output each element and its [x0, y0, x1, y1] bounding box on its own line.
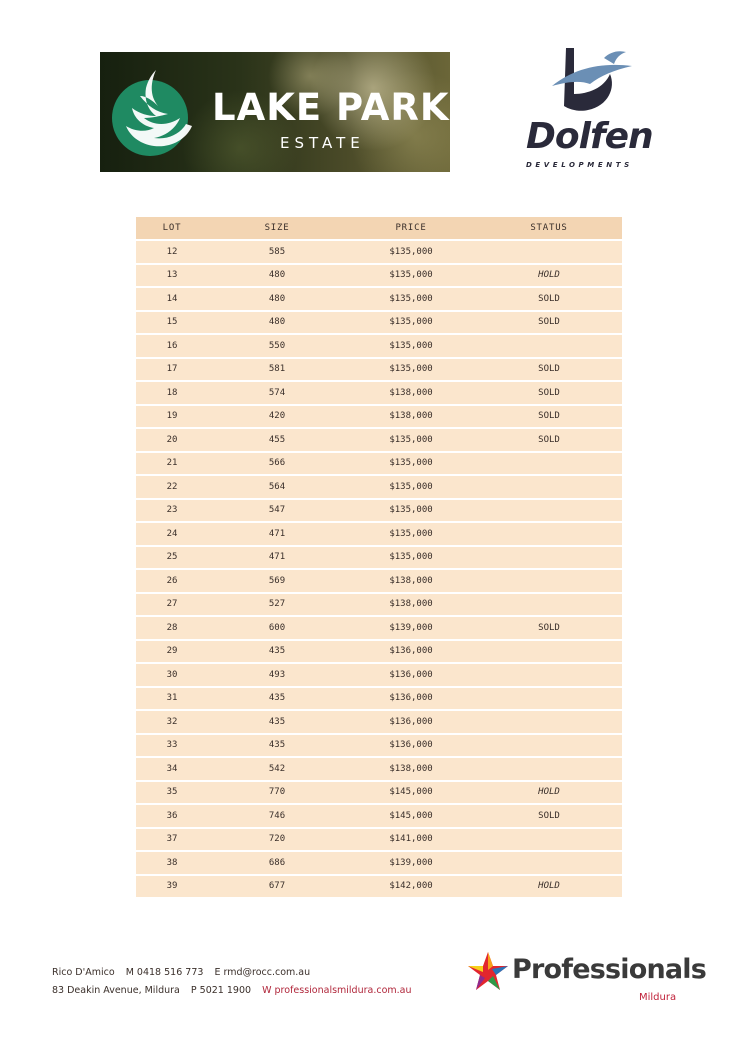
size-cell: 493 — [208, 663, 346, 687]
size-cell: 600 — [208, 616, 346, 640]
price-cell: $141,000 — [346, 828, 476, 852]
table-row — [136, 781, 622, 805]
lot-cell: 33 — [136, 734, 208, 758]
status-cell: HOLD — [476, 781, 622, 805]
status-cell — [476, 546, 622, 570]
developer-name: Dolfen — [526, 116, 653, 157]
size-cell: 550 — [208, 334, 346, 358]
agency-name: Professionals — [512, 954, 707, 985]
price-cell: $135,000 — [346, 522, 476, 546]
table-row — [136, 428, 622, 452]
web-label: W — [262, 985, 272, 996]
status-cell: SOLD — [476, 358, 622, 382]
size-cell: 435 — [208, 640, 346, 664]
agent-name: Rico D'Amico — [52, 967, 115, 978]
price-cell: $138,000 — [346, 593, 476, 617]
lot-price-table — [136, 217, 622, 899]
lot-cell: 37 — [136, 828, 208, 852]
table-row — [136, 687, 622, 711]
status-cell — [476, 522, 622, 546]
size-cell: 547 — [208, 499, 346, 523]
email-address[interactable]: rmd@rocc.com.au — [223, 967, 311, 978]
price-cell: $135,000 — [346, 475, 476, 499]
bird-emblem-icon — [110, 66, 192, 158]
lot-cell: 21 — [136, 452, 208, 476]
price-cell: $138,000 — [346, 381, 476, 405]
status-cell — [476, 757, 622, 781]
dolfen-logo — [520, 44, 655, 176]
size-cell: 581 — [208, 358, 346, 382]
price-cell: $135,000 — [346, 264, 476, 288]
lot-cell: 15 — [136, 311, 208, 335]
table-row — [136, 522, 622, 546]
table-row — [136, 663, 622, 687]
office-address: 83 Deakin Avenue, Mildura — [52, 985, 180, 996]
price-cell: $139,000 — [346, 851, 476, 875]
status-cell — [476, 334, 622, 358]
price-cell: $135,000 — [346, 358, 476, 382]
table-row — [136, 264, 622, 288]
size-cell: 435 — [208, 710, 346, 734]
lot-cell: 30 — [136, 663, 208, 687]
mobile-label: M — [125, 967, 134, 978]
size-cell: 720 — [208, 828, 346, 852]
lot-cell: 32 — [136, 710, 208, 734]
status-cell — [476, 640, 622, 664]
size-cell: 455 — [208, 428, 346, 452]
price-cell: $135,000 — [346, 334, 476, 358]
price-cell: $136,000 — [346, 710, 476, 734]
price-cell: $138,000 — [346, 757, 476, 781]
star-icon — [466, 950, 510, 994]
status-cell: SOLD — [476, 616, 622, 640]
price-cell: $135,000 — [346, 311, 476, 335]
lot-cell: 17 — [136, 358, 208, 382]
email-label: E — [214, 967, 221, 978]
lot-cell: 31 — [136, 687, 208, 711]
size-cell: 480 — [208, 311, 346, 335]
status-cell — [476, 240, 622, 264]
table-row — [136, 640, 622, 664]
status-cell — [476, 569, 622, 593]
price-cell: $136,000 — [346, 734, 476, 758]
status-cell: SOLD — [476, 287, 622, 311]
lot-cell: 22 — [136, 475, 208, 499]
price-cell: $142,000 — [346, 875, 476, 899]
price-cell: $135,000 — [346, 452, 476, 476]
price-cell: $145,000 — [346, 781, 476, 805]
table-row — [136, 499, 622, 523]
mobile-number[interactable]: 0418 516 773 — [136, 967, 204, 978]
table-header-row — [136, 217, 622, 240]
table-row — [136, 828, 622, 852]
lot-cell: 20 — [136, 428, 208, 452]
status-cell — [476, 475, 622, 499]
table-row — [136, 757, 622, 781]
status-cell: SOLD — [476, 804, 622, 828]
status-cell: SOLD — [476, 311, 622, 335]
lot-cell: 13 — [136, 264, 208, 288]
table-row — [136, 851, 622, 875]
status-cell — [476, 828, 622, 852]
lot-cell: 36 — [136, 804, 208, 828]
status-cell — [476, 687, 622, 711]
size-cell: 686 — [208, 851, 346, 875]
column-header-lot: LOT — [136, 217, 208, 240]
size-cell: 574 — [208, 381, 346, 405]
status-cell: SOLD — [476, 428, 622, 452]
table-row — [136, 381, 622, 405]
lot-cell: 16 — [136, 334, 208, 358]
price-cell: $135,000 — [346, 499, 476, 523]
price-cell: $139,000 — [346, 616, 476, 640]
table-row — [136, 875, 622, 899]
column-header-status: STATUS — [476, 217, 622, 240]
phone-label: P — [190, 985, 197, 996]
size-cell: 420 — [208, 405, 346, 429]
size-cell: 569 — [208, 569, 346, 593]
table-row — [136, 452, 622, 476]
size-cell: 435 — [208, 734, 346, 758]
estate-title: LAKE PARK — [212, 86, 450, 129]
size-cell: 566 — [208, 452, 346, 476]
table-row — [136, 804, 622, 828]
dolphin-mark-icon — [544, 44, 634, 116]
status-cell: HOLD — [476, 875, 622, 899]
status-cell — [476, 452, 622, 476]
status-cell: SOLD — [476, 405, 622, 429]
table-row — [136, 734, 622, 758]
table-row — [136, 405, 622, 429]
website-link[interactable]: professionalsmildura.com.au — [274, 985, 412, 996]
lot-cell: 12 — [136, 240, 208, 264]
size-cell: 471 — [208, 522, 346, 546]
status-cell — [476, 593, 622, 617]
size-cell: 564 — [208, 475, 346, 499]
contact-line-1 — [52, 964, 412, 982]
size-cell: 435 — [208, 687, 346, 711]
price-cell: $138,000 — [346, 569, 476, 593]
agency-city: Mildura — [639, 992, 677, 1003]
price-cell: $138,000 — [346, 405, 476, 429]
lot-cell: 25 — [136, 546, 208, 570]
status-cell — [476, 734, 622, 758]
lot-cell: 34 — [136, 757, 208, 781]
column-header-price: PRICE — [346, 217, 476, 240]
lot-cell: 19 — [136, 405, 208, 429]
size-cell: 542 — [208, 757, 346, 781]
status-cell — [476, 499, 622, 523]
table-row — [136, 593, 622, 617]
status-cell — [476, 710, 622, 734]
lot-cell: 29 — [136, 640, 208, 664]
lot-cell: 14 — [136, 287, 208, 311]
size-cell: 677 — [208, 875, 346, 899]
table-row — [136, 240, 622, 264]
table-row — [136, 569, 622, 593]
price-cell: $135,000 — [346, 287, 476, 311]
lake-park-logo — [100, 52, 450, 172]
column-header-size: SIZE — [208, 217, 346, 240]
lot-cell: 27 — [136, 593, 208, 617]
lot-cell: 18 — [136, 381, 208, 405]
estate-subtitle: ESTATE — [280, 134, 365, 152]
size-cell: 585 — [208, 240, 346, 264]
footer-contact — [52, 964, 412, 1000]
contact-line-2 — [52, 982, 412, 1000]
table-row — [136, 710, 622, 734]
table-row — [136, 334, 622, 358]
size-cell: 527 — [208, 593, 346, 617]
table-row — [136, 311, 622, 335]
lot-cell: 35 — [136, 781, 208, 805]
size-cell: 480 — [208, 287, 346, 311]
table-row — [136, 616, 622, 640]
size-cell: 770 — [208, 781, 346, 805]
table-row — [136, 358, 622, 382]
lot-cell: 38 — [136, 851, 208, 875]
status-cell: HOLD — [476, 264, 622, 288]
status-cell — [476, 851, 622, 875]
price-cell: $136,000 — [346, 687, 476, 711]
size-cell: 480 — [208, 264, 346, 288]
lot-cell: 23 — [136, 499, 208, 523]
price-cell: $135,000 — [346, 240, 476, 264]
size-cell: 746 — [208, 804, 346, 828]
lot-cell: 39 — [136, 875, 208, 899]
table-row — [136, 287, 622, 311]
price-cell: $136,000 — [346, 640, 476, 664]
size-cell: 471 — [208, 546, 346, 570]
lot-cell: 24 — [136, 522, 208, 546]
price-cell: $136,000 — [346, 663, 476, 687]
lot-cell: 26 — [136, 569, 208, 593]
professionals-logo — [466, 948, 707, 1008]
developer-tagline: DEVELOPMENTS — [526, 161, 633, 169]
price-cell: $135,000 — [346, 546, 476, 570]
table-row — [136, 546, 622, 570]
price-cell: $135,000 — [346, 428, 476, 452]
status-cell — [476, 663, 622, 687]
price-cell: $145,000 — [346, 804, 476, 828]
table-row — [136, 475, 622, 499]
status-cell: SOLD — [476, 381, 622, 405]
lot-cell: 28 — [136, 616, 208, 640]
table-body — [136, 240, 622, 898]
phone-number[interactable]: 5021 1900 — [199, 985, 252, 996]
